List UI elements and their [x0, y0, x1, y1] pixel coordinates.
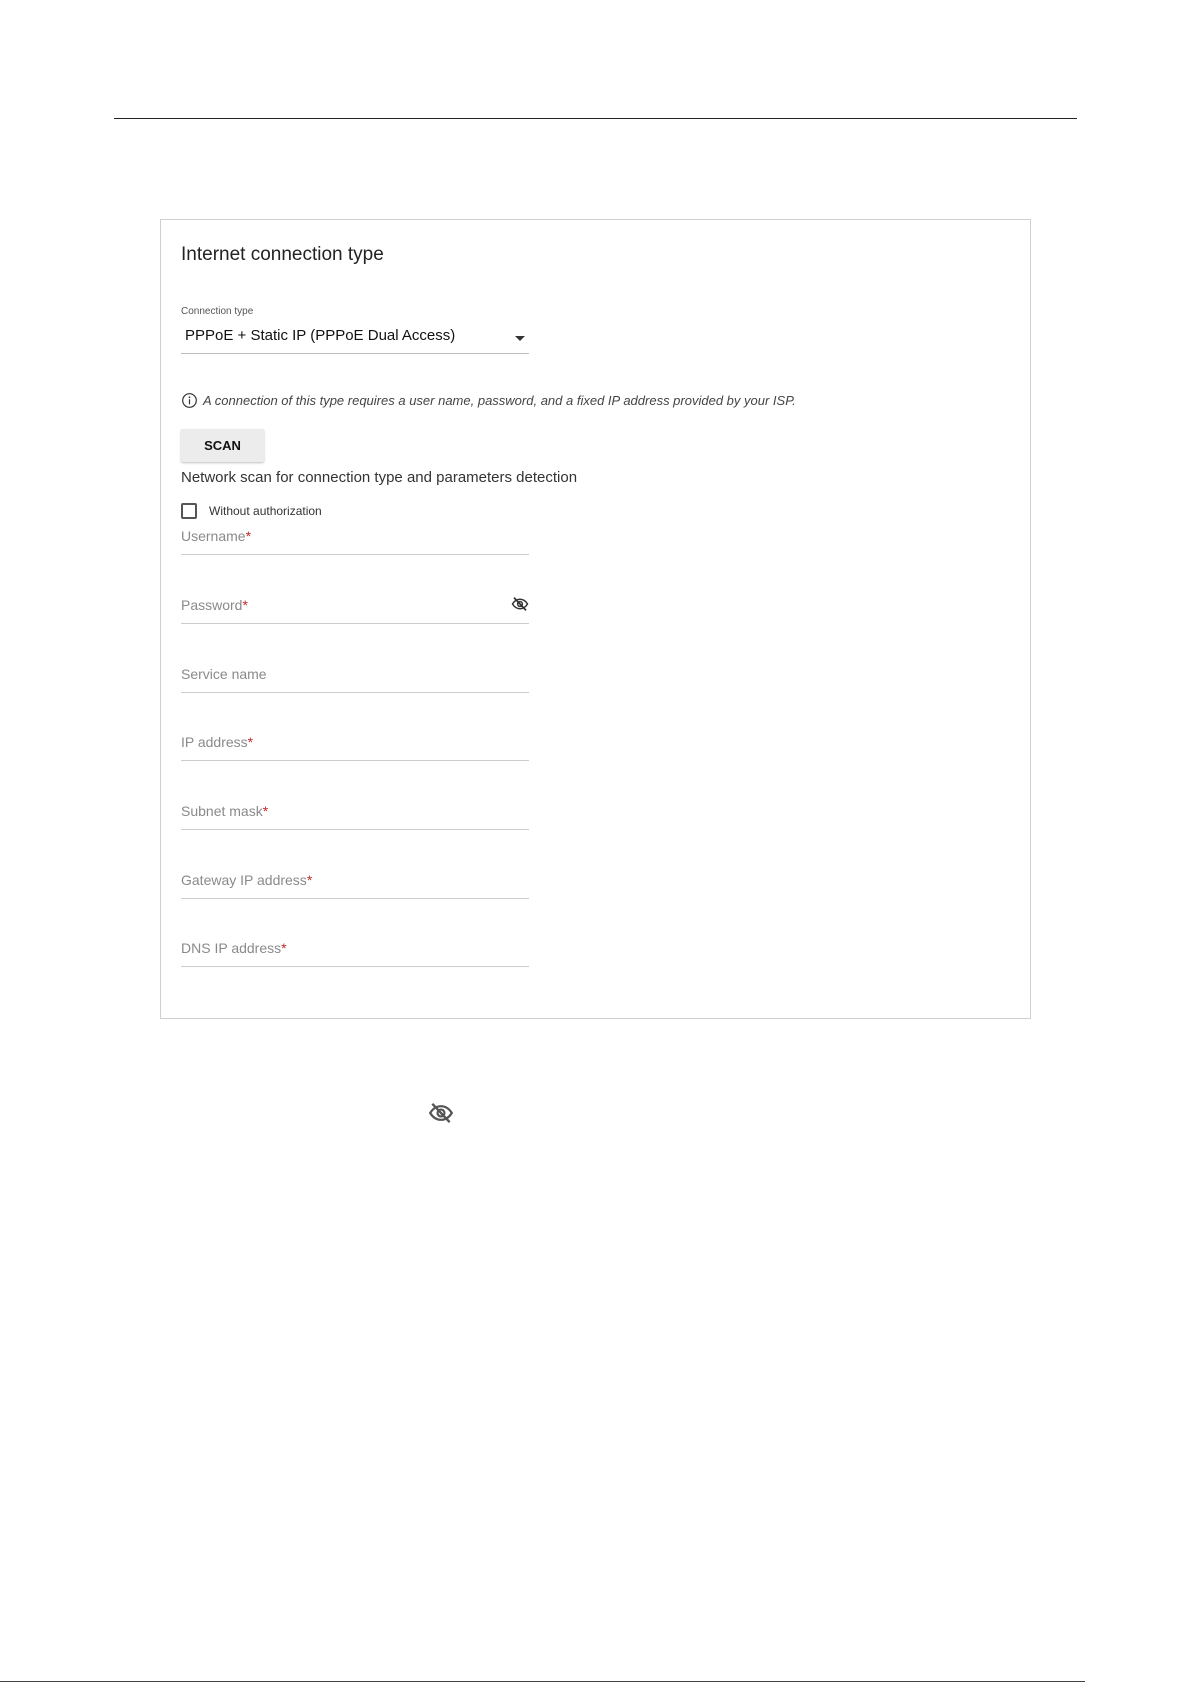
required-mark: * — [245, 528, 252, 544]
without-authorization-label: Without authorization — [209, 504, 322, 518]
username-field[interactable] — [181, 516, 529, 555]
eye-off-icon — [428, 1100, 454, 1126]
subnet-mask-label — [181, 803, 268, 819]
username-label — [181, 528, 251, 544]
gateway-ip-label-text: Gateway IP address — [181, 872, 307, 888]
required-mark: * — [306, 872, 313, 888]
info-circle-icon — [181, 392, 198, 409]
subnet-mask-field[interactable] — [181, 791, 529, 830]
service-name-field[interactable] — [181, 654, 529, 693]
ip-address-label — [181, 734, 253, 750]
scan-button[interactable]: SCAN — [181, 429, 264, 462]
ip-address-field[interactable] — [181, 722, 529, 761]
header-rule — [114, 118, 1077, 119]
footer-rule — [0, 1681, 1085, 1682]
required-mark: * — [247, 734, 254, 750]
connection-type-select[interactable] — [181, 306, 529, 354]
dns-ip-field[interactable] — [181, 928, 529, 967]
connection-type-dropdown[interactable] — [181, 321, 529, 354]
scan-description: Network scan for connection type and parameters detection — [181, 469, 578, 486]
gateway-ip-label — [181, 872, 312, 888]
connection-type-value: PPPoE + Static IP (PPPoE Dual Access) — [185, 327, 456, 344]
password-label — [181, 597, 248, 613]
dns-ip-label-text: DNS IP address — [181, 940, 282, 956]
ip-address-label-text: IP address — [181, 734, 248, 750]
subnet-mask-label-text: Subnet mask — [181, 803, 263, 819]
dns-ip-label — [181, 940, 287, 956]
required-mark: * — [242, 597, 248, 613]
gateway-ip-field[interactable] — [181, 860, 529, 899]
required-mark: * — [262, 803, 269, 819]
connection-type-caption: Connection type — [181, 306, 254, 317]
password-label-text: Password — [181, 597, 243, 613]
username-label-text: Username — [181, 528, 246, 544]
internet-connection-panel — [160, 219, 1031, 1019]
required-mark: * — [281, 940, 287, 956]
eye-off-icon[interactable] — [511, 595, 529, 613]
panel-title: Internet connection type — [181, 244, 384, 265]
dropdown-arrow-icon[interactable] — [515, 336, 525, 341]
info-message — [181, 392, 796, 409]
password-field[interactable] — [181, 585, 529, 624]
service-name-label: Service name — [181, 666, 267, 682]
info-text: A connection of this type requires a user name, password, and a fixed IP address provided by your ISP. — [203, 393, 796, 408]
